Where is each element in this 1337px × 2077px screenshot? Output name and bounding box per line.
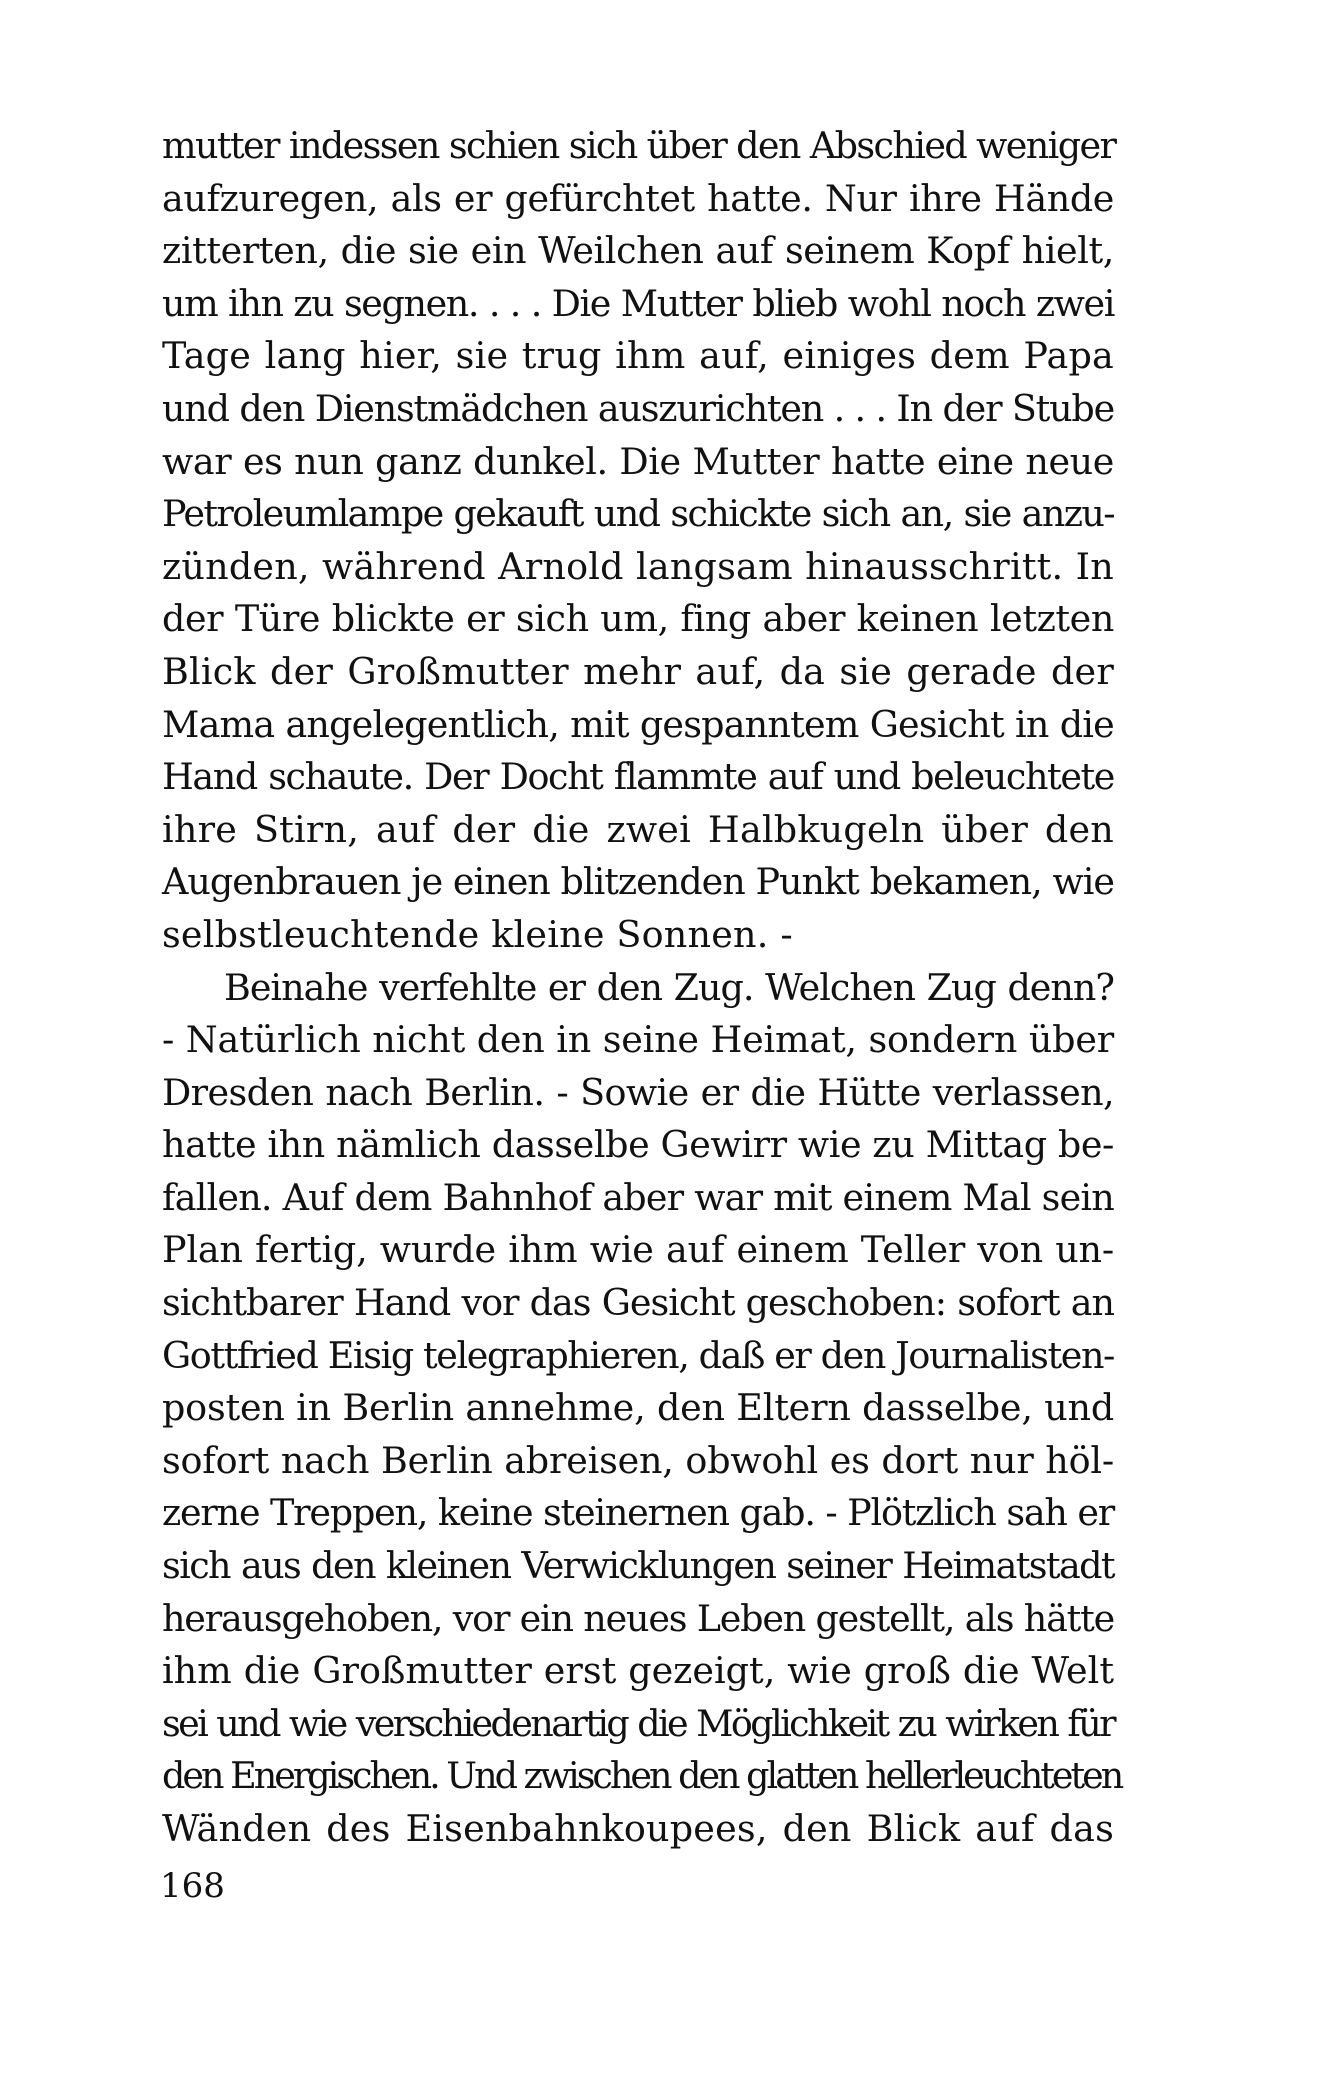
text-line-paragraph-end: selbstleuchtende kleine Sonnen. - <box>162 912 793 956</box>
text-line: der Türe blickte er sich um, fing aber keinen letzten <box>162 597 1114 641</box>
text-line: Wänden des Eisenbahnkoupees, den Blick auf das <box>162 1807 1114 1850</box>
text-line: und den Dienstmädchen auszurichten . . . In der Stube <box>162 386 1114 430</box>
text-line: hatte ihn nämlich dasselbe Gewirr wie zu Mittag be- <box>162 1123 1114 1167</box>
text-line: zerne Treppen, keine steinernen gab. - Plötzlich sah er <box>162 1491 1114 1535</box>
text-line: Gottfried Eisig telegraphieren, daß er den Journalisten- <box>162 1333 1114 1377</box>
text-line: sich aus den kleinen Verwicklungen seiner Heimatstadt <box>162 1544 1114 1588</box>
text-line: Dresden nach Berlin. - Sowie er die Hütte verlassen, <box>162 1070 1114 1114</box>
text-line: Blick der Großmutter mehr auf, da sie gerade der <box>162 649 1114 693</box>
page-number: 168 <box>160 1866 225 1906</box>
text-line: um ihn zu segnen. . . . Die Mutter blieb wohl noch zwei <box>162 281 1114 325</box>
text-line: aufzuregen, als er gefürchtet hatte. Nur ihre Hände <box>162 176 1114 220</box>
text-line-paragraph-start: Beinahe verfehlte er den Zug. Welchen Zug denn? <box>224 965 1114 1009</box>
text-line: Petroleumlampe gekauft und schickte sich an, sie anzu- <box>162 492 1114 536</box>
text-line: zitterten, die sie ein Weilchen auf seinem Kopf hielt, <box>162 229 1114 273</box>
text-line: ihm die Großmutter erst gezeigt, wie groß die Welt <box>162 1649 1114 1693</box>
body-text <box>162 120 1122 1856</box>
text-line: Augenbrauen je einen blitzenden Punkt bekamen, wie <box>162 860 1114 904</box>
text-line: ihre Stirn, auf der die zwei Halbkugeln über den <box>162 807 1114 851</box>
text-line: herausgehoben, vor ein neues Leben gestellt, als hätte <box>162 1596 1114 1640</box>
text-line: zünden, während Arnold langsam hinausschritt. In <box>162 544 1114 588</box>
text-line: sichtbarer Hand vor das Gesicht geschoben: sofort an <box>162 1281 1114 1325</box>
text-line: mutter indessen schien sich über den Abschied weniger <box>162 124 1116 167</box>
text-line: Tage lang hier, sie trug ihm auf, einiges dem Papa <box>162 334 1114 378</box>
text-line: Hand schaute. Der Docht flammte auf und beleuchtete <box>162 755 1114 799</box>
text-line: fallen. Auf dem Bahnhof aber war mit einem Mal sein <box>162 1175 1114 1219</box>
text-line: den Energischen. Und zwischen den glatten hellerleuchteten <box>162 1754 1122 1798</box>
text-line: war es nun ganz dunkel. Die Mutter hatte eine neue <box>162 439 1114 483</box>
text-line: sofort nach Berlin abreisen, obwohl es dort nur höl- <box>162 1438 1114 1482</box>
text-line: sei und wie verschiedenartig die Möglichkeit zu wirken für <box>162 1701 1114 1745</box>
text-line: Mama angelegentlich, mit gespanntem Gesicht in die <box>162 702 1114 746</box>
text-line: posten in Berlin annehme, den Eltern dasselbe, und <box>162 1386 1114 1430</box>
text-line: - Natürlich nicht den in seine Heimat, sondern über <box>162 1018 1114 1062</box>
text-line: Plan fertig, wurde ihm wie auf einem Teller von un- <box>162 1228 1114 1272</box>
